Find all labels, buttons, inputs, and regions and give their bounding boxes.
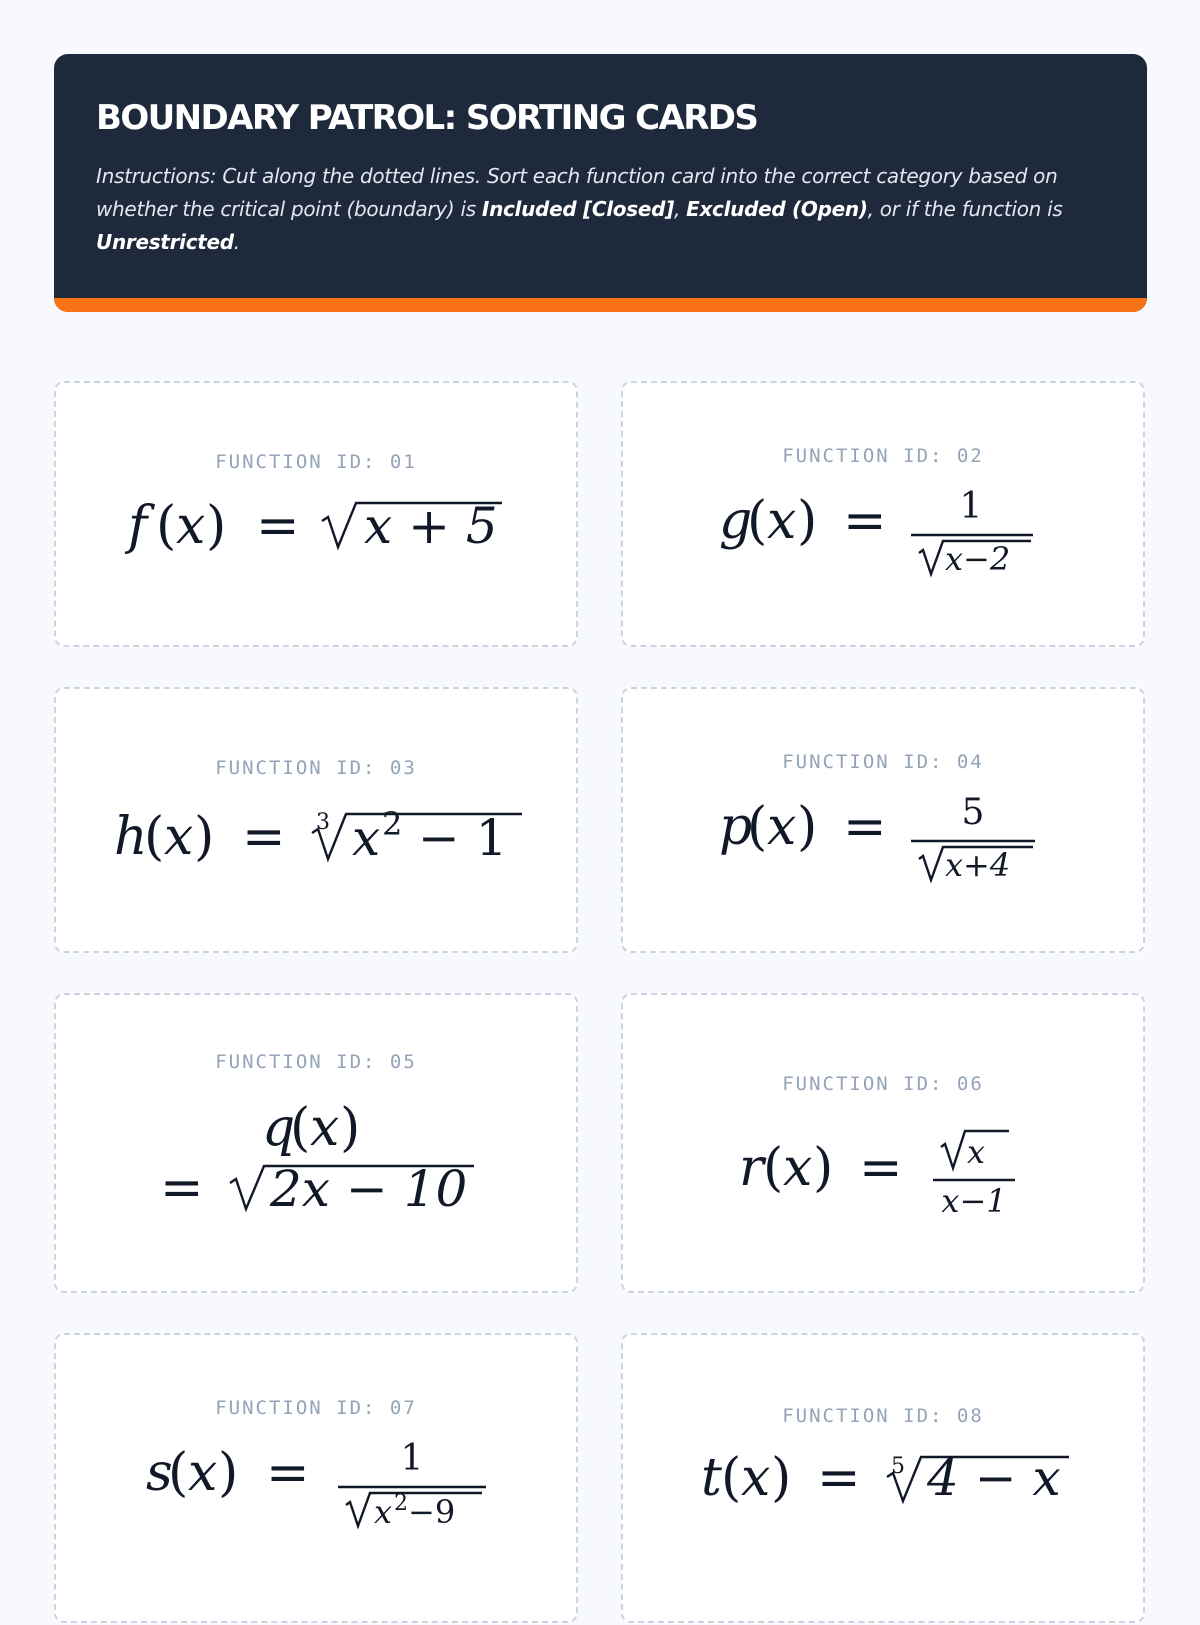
function-variable: x	[310, 1098, 340, 1158]
radicand-tail: −9	[408, 1493, 456, 1531]
function-card-06[interactable]	[621, 993, 1145, 1293]
formula	[623, 995, 1147, 1295]
function-id-label: FUNCTION ID: 01	[215, 451, 417, 473]
function-name: s	[146, 1443, 173, 1503]
close-paren: )	[194, 807, 215, 867]
function-variable: x	[164, 807, 194, 867]
radicand: 2x − 10	[270, 1160, 468, 1218]
category-included: Included [Closed]	[481, 197, 674, 221]
category-unrestricted: Unrestricted	[96, 230, 234, 254]
instructions	[96, 160, 1106, 259]
worksheet-header	[54, 54, 1147, 312]
function-name: q	[262, 1098, 296, 1158]
formula	[623, 383, 1147, 649]
radicand: x−2	[945, 540, 1011, 578]
function-variable: x	[767, 797, 797, 857]
equals-sign: =	[242, 807, 286, 867]
function-name: f	[128, 496, 148, 556]
page-title: BOUNDARY PATROL: SORTING CARDS	[96, 98, 758, 138]
function-card-02[interactable]	[621, 381, 1145, 647]
function-id-label: FUNCTION ID: 03	[215, 757, 417, 779]
open-paren: (	[290, 1098, 311, 1158]
radicand-tail: − 1	[402, 809, 508, 867]
formula	[623, 1335, 1147, 1625]
instructions-end: .	[233, 230, 240, 254]
equals-sign: =	[843, 491, 887, 551]
open-paren: (	[747, 797, 768, 857]
equals-sign: =	[843, 797, 887, 857]
close-paren: )	[340, 1098, 361, 1158]
numerator: 1	[959, 486, 983, 527]
open-paren: (	[144, 807, 165, 867]
open-paren: (	[156, 496, 177, 556]
radicand-base: x	[374, 1493, 393, 1531]
function-variable: x	[188, 1443, 218, 1503]
radicand-base: x	[352, 809, 381, 867]
function-card-07[interactable]	[54, 1333, 578, 1623]
radicand-exponent: 2	[382, 805, 403, 843]
radical-index: 3	[316, 810, 330, 835]
function-name: t	[701, 1448, 722, 1508]
instructions-text-2: , or if the function is	[867, 197, 1063, 221]
equals-sign: =	[256, 496, 300, 556]
category-excluded: Excluded (Open)	[686, 197, 868, 221]
function-id-label: FUNCTION ID: 02	[782, 445, 984, 467]
function-card-03[interactable]	[54, 687, 578, 953]
radicand-exponent: 2	[394, 1491, 408, 1516]
function-name: h	[114, 807, 148, 867]
open-paren: (	[763, 1138, 784, 1198]
equals-sign: =	[266, 1443, 310, 1503]
radical-index: 5	[891, 1454, 905, 1479]
formula	[623, 689, 1147, 955]
equals-sign: =	[859, 1138, 903, 1198]
function-name: r	[739, 1138, 764, 1198]
function-id-label: FUNCTION ID: 04	[782, 751, 984, 773]
function-variable: x	[767, 491, 797, 551]
radicand: 4 − x	[927, 1449, 1061, 1507]
close-paren: )	[218, 1443, 239, 1503]
numerator-radicand: x	[967, 1133, 986, 1171]
numerator: 1	[400, 1438, 424, 1479]
function-id-label: FUNCTION ID: 05	[215, 1051, 417, 1073]
function-variable: x	[176, 496, 206, 556]
function-variable: x	[783, 1138, 813, 1198]
close-paren: )	[797, 491, 818, 551]
close-paren: )	[813, 1138, 834, 1198]
close-paren: )	[797, 797, 818, 857]
radicand: x + 5	[364, 497, 498, 555]
function-card-08[interactable]	[621, 1333, 1145, 1623]
open-paren: (	[747, 491, 768, 551]
function-card-04[interactable]	[621, 687, 1145, 953]
formula	[56, 995, 580, 1295]
numerator: 5	[961, 792, 985, 833]
function-variable: x	[741, 1448, 771, 1508]
function-card-05[interactable]	[54, 993, 578, 1293]
instructions-text: Instructions: Cut along the dotted lines. Sort each function card into the correct category based on whether the critical point (boundary) is	[96, 164, 1058, 221]
function-name: g	[719, 491, 753, 551]
radicand: x+4	[945, 846, 1011, 884]
open-paren: (	[721, 1448, 742, 1508]
close-paren: )	[771, 1448, 792, 1508]
function-name: p	[719, 797, 753, 857]
formula	[56, 1335, 580, 1625]
instructions-separator: ,	[673, 197, 687, 221]
equals-sign: =	[817, 1448, 861, 1508]
function-card-01[interactable]	[54, 381, 578, 647]
close-paren: )	[206, 496, 227, 556]
header-accent-stripe	[54, 298, 1147, 312]
open-paren: (	[168, 1443, 189, 1503]
formula	[56, 383, 580, 649]
function-id-label: FUNCTION ID: 06	[782, 1073, 984, 1095]
function-id-label: FUNCTION ID: 07	[215, 1397, 417, 1419]
formula	[56, 689, 580, 955]
function-id-label: FUNCTION ID: 08	[782, 1405, 984, 1427]
equals-sign: =	[160, 1158, 204, 1218]
denominator: x−1	[941, 1182, 1007, 1220]
